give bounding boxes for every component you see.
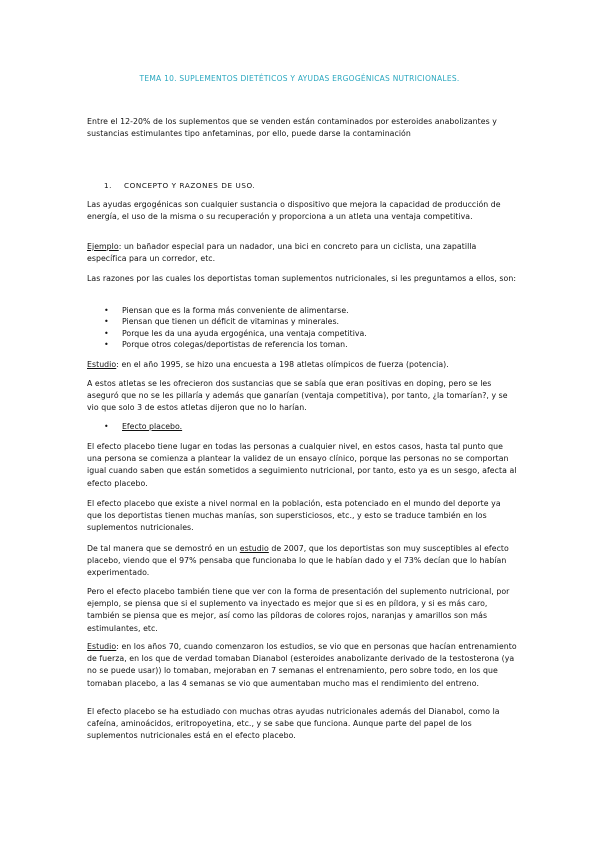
study2-after: de 2007, que los deportistas son muy susceptibles al efecto placebo, viendo que el 97% pensaba que funcionaba lo que le habían dado y el 73% decían que lo habían experimentado. [87, 544, 509, 578]
section-number: 1. [104, 181, 113, 190]
reasons-intro: Las razones por las cuales los deportistas toman suplementos nutricionales, si les preguntamos a ellos, son: [87, 274, 517, 283]
study2-link: estudio [239, 544, 269, 553]
example-label: Ejemplo [87, 242, 119, 251]
presentation-paragraph: Pero el efecto placebo también tiene que ver con la forma de presentación del suplemento nutricional, por ejemplo, se piensa que si el suplemento va inyectado es mejor que si es en píldora, y si es más caro, también se piensa que es mejor, así como las píldoras de colores rojos, naranjas y amarillos son más estimulantes, etc. [87, 587, 510, 633]
placebo-subheading [104, 421, 182, 433]
conclusion-paragraph: El efecto placebo se ha estudiado con muchas otras ayudas nutricionales además del Dianabol, como la cafeína, aminoácidos, eritropoyetina, etc., y se sabe que funciona. Aunque parte del papel de los suplementos nutricionales está en el efecto placebo. [87, 707, 500, 741]
example-text: : un bañador especial para un nadador, una bici en concreto para un ciclista, una zapatilla específica para un corredor, etc. [87, 242, 477, 264]
section-title: CONCEPTO Y RAZONES DE USO. [124, 181, 256, 190]
section-heading [104, 181, 255, 190]
study3-text: : en los años 70, cuando comenzaron los estudios, se vio que en personas que hacían entrenamiento de fuerza, en los que de verdad tomaban Dianabol (esteroides anabolizante derivado de la testosterona (ya no se puede usar)) lo tomaban, mejoraban en 7 semanas el entrenamiento, pero sobre todo, en los que tomaban placebo, a las 4 semanas se vio que aumentaban mucho mas el rendimiento del entreno. [87, 642, 517, 688]
list-item: • Porque les da una ayuda ergogénica, una ventaja competitiva. [104, 328, 367, 339]
study3-paragraph [87, 641, 517, 690]
study2-before: De tal manera que se demostró en un [87, 544, 240, 553]
placebo-subheading-label: Efecto placebo. [122, 422, 183, 431]
definition-paragraph: Las ayudas ergogénicas son cualquier sustancia o dispositivo que mejora la capacidad de producción de energía, el uso de la misma o su recuperación y proporciona a un atleta una ventaja competitiva. [87, 200, 501, 222]
intro-paragraph: Entre el 12-20% de los suplementos que se venden están contaminados por esteroides anabolizantes y sustancias estimulantes tipo anfetaminas, por ello, puede darse la contaminación [87, 117, 497, 139]
study1-text: : en el año 1995, se hizo una encuesta a 198 atletas olímpicos de fuerza (potencia). [116, 360, 449, 369]
study3-label: Estudio [87, 642, 117, 651]
study2-paragraph [87, 543, 517, 580]
reasons-list [104, 305, 367, 351]
placebo-paragraph-2: El efecto placebo que existe a nivel normal en la población, esta potenciado en el mundo del deporte ya que los deportistas tienen muchas manías, son supersticiosos, etc., y esto se traduce también en los suplementos nutricionales. [87, 499, 501, 533]
list-item: • Piensan que es la forma más conveniente de alimentarse. [104, 305, 367, 316]
list-item: • Porque otros colegas/deportistas de referencia los toman. [104, 339, 367, 350]
document-title: TEMA 10. SUPLEMENTOS DIETÉTICOS Y AYUDAS ERGOGÉNICAS NUTRICIONALES. [139, 74, 460, 83]
study1-detail: A estos atletas se les ofrecieron dos sustancias que se sabía que eran positivas en doping, pero se les aseguró que no se les pillaría y además que ganarían (ventaja competitiva), por tanto, ¿la tomarían?, y se vio que solo 3 de estos atletas dijeron que no lo harían. [87, 379, 508, 413]
placebo-paragraph-1: El efecto placebo tiene lugar en todas las personas a cualquier nivel, en estos casos, hasta tal punto que una persona se comienza a plantear la validez de un ensayo clínico, porque las personas no se comportan igual cuando saben que están sometidos a seguimiento nutricional, por tanto, esto ya es un sesgo, afecta al efecto placebo. [87, 442, 517, 488]
study1-label: Estudio [87, 360, 117, 369]
study1-paragraph [87, 359, 517, 371]
example-paragraph [87, 241, 517, 265]
list-item: • Piensan que tienen un déficit de vitaminas y minerales. [104, 316, 367, 327]
bullet-icon: • [104, 422, 109, 431]
